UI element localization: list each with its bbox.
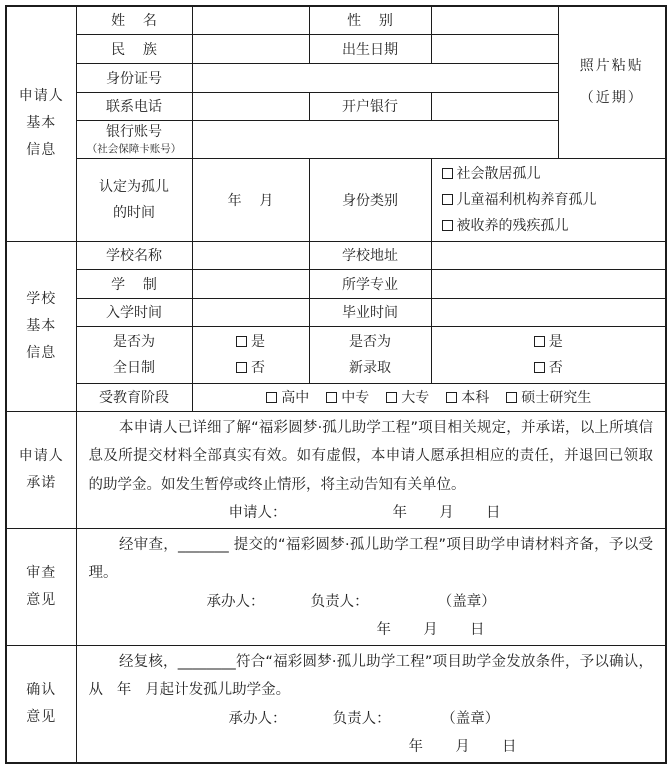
identity-option[interactable] — [442, 213, 666, 239]
confirm-date-line[interactable]: 年 月 日 — [408, 739, 517, 755]
pledge-signature-line[interactable]: 申请人： 年 月 日 — [228, 505, 501, 521]
checkbox-icon[interactable] — [266, 392, 277, 403]
school-address-input-cell[interactable] — [431, 241, 666, 269]
phone-input-cell[interactable] — [192, 92, 309, 120]
education-options-group — [192, 383, 666, 411]
school-name-label: 学校名称 — [76, 241, 192, 269]
education-option[interactable] — [446, 387, 489, 407]
bank-account-input-cell[interactable] — [192, 120, 558, 158]
form-table — [5, 5, 667, 764]
orphan-time-label — [76, 158, 192, 241]
enroll-time-input-cell[interactable] — [192, 298, 309, 326]
fulltime-yes-option[interactable] — [193, 329, 309, 355]
new-admission-label-line: 是否为 — [349, 333, 391, 350]
new-admission-options-group — [431, 326, 666, 383]
graduate-time-input-cell[interactable] — [431, 298, 666, 326]
yes-option-label: 是 — [251, 333, 265, 350]
new-admission-label-line: 新录取 — [349, 359, 391, 376]
section-label-line: 基本 — [26, 317, 57, 334]
yes-option-label: 是 — [548, 333, 563, 350]
confirm-content-cell — [76, 645, 666, 763]
identity-option-label: 社会散居孤儿 — [456, 165, 541, 182]
section-confirm-opinion — [6, 645, 76, 763]
review-content-cell — [76, 528, 666, 645]
identity-category-label: 身份类别 — [309, 158, 431, 241]
photo-label-line: 照片粘贴 — [579, 58, 644, 75]
review-paragraph: 经审查，_______ 提交的“福彩圆梦·孤儿助学工程”项目助学申请材料齐备，予以受理。 — [88, 536, 653, 581]
bank-label: 开户银行 — [309, 92, 431, 120]
orphan-time-input-cell[interactable]: 年 月 — [192, 158, 309, 241]
fulltime-label-line: 是否为 — [113, 333, 155, 350]
confirm-paragraph: 经复核，________符合“福彩圆梦·孤儿助学工程”项目助学金发放条件，予以确认，从 年 月起计发孤儿助学金。 — [88, 653, 653, 698]
name-label: 姓 名 — [76, 6, 192, 34]
identity-options-group — [431, 158, 666, 241]
ethnicity-label: 民 族 — [76, 34, 192, 63]
new-admission-label — [309, 326, 431, 383]
section-label-line: 承诺 — [26, 474, 57, 491]
education-option[interactable] — [326, 387, 369, 407]
school-name-input-cell[interactable] — [192, 241, 309, 269]
name-input-cell[interactable] — [192, 6, 309, 34]
major-label: 所学专业 — [309, 269, 431, 298]
checkbox-icon[interactable] — [446, 392, 457, 403]
photo-label-line: （近期） — [579, 90, 644, 107]
bank-account-label — [76, 120, 192, 158]
fulltime-label — [76, 326, 192, 383]
education-option-label: 硕士研究生 — [521, 390, 592, 406]
education-option-label: 本科 — [461, 390, 490, 406]
education-option[interactable] — [266, 387, 309, 407]
section-label-line: 基本 — [26, 115, 57, 132]
no-option-label: 否 — [548, 359, 563, 376]
identity-option[interactable] — [442, 187, 666, 213]
checkbox-icon[interactable] — [506, 392, 517, 403]
checkbox-icon[interactable] — [534, 362, 545, 373]
section-applicant-pledge — [6, 411, 76, 528]
checkbox-icon[interactable] — [442, 220, 453, 231]
section-label-line: 意见 — [26, 708, 57, 725]
graduate-time-label: 毕业时间 — [309, 298, 431, 326]
section-review-opinion — [6, 528, 76, 645]
section-label-line: 意见 — [26, 591, 57, 608]
school-system-input-cell[interactable] — [192, 269, 309, 298]
gender-label: 性 别 — [309, 6, 431, 34]
identity-option-label: 被收养的残疾孤儿 — [456, 217, 569, 234]
checkbox-icon[interactable] — [326, 392, 337, 403]
checkbox-icon[interactable] — [442, 168, 453, 179]
review-handler-line[interactable]: 承办人： 负责人： （盖章） — [206, 593, 496, 610]
section-label-line: 申请人 — [18, 88, 64, 105]
checkbox-icon[interactable] — [236, 336, 247, 347]
pledge-paragraph: 本申请人已详细了解“福彩圆梦·孤儿助学工程”项目相关规定，并承诺，以上所填信息及所提交材料全部真实有效。如有虚假，本申请人愿承担相应的责任，并退回已领取的助学金。如发生暂停或终止情形，将主动告知有关单位。 — [88, 419, 653, 493]
bank-input-cell[interactable] — [431, 92, 558, 120]
education-option-label: 大专 — [401, 390, 430, 406]
section-label-line: 学校 — [26, 290, 57, 307]
fulltime-label-line: 全日制 — [113, 359, 155, 376]
birthdate-input-cell[interactable] — [431, 34, 558, 63]
section-label-line: 信息 — [26, 344, 57, 361]
major-input-cell[interactable] — [431, 269, 666, 298]
new-admission-no-option[interactable] — [432, 355, 666, 381]
bank-account-sublabel: （社会保障卡账号） — [86, 142, 182, 155]
section-applicant-basic-info — [6, 6, 76, 241]
section-label-line: 申请人 — [18, 447, 64, 464]
no-option-label: 否 — [251, 359, 265, 376]
review-date-line[interactable]: 年 月 日 — [376, 622, 485, 638]
confirm-handler-line[interactable]: 承办人： 负责人： （盖章） — [228, 710, 500, 727]
photo-paste-area[interactable] — [558, 6, 666, 158]
phone-label: 联系电话 — [76, 92, 192, 120]
education-option-label: 高中 — [281, 390, 310, 406]
gender-input-cell[interactable] — [431, 6, 558, 34]
pledge-content-cell — [76, 411, 666, 528]
section-label-line: 审查 — [26, 564, 57, 581]
education-option-label: 中专 — [341, 390, 370, 406]
ethnicity-input-cell[interactable] — [192, 34, 309, 63]
section-label-line: 确认 — [26, 681, 57, 698]
education-stage-label: 受教育阶段 — [76, 383, 192, 411]
education-option[interactable] — [506, 387, 591, 407]
orphan-time-label-line: 认定为孤儿 — [99, 178, 169, 195]
new-admission-yes-option[interactable] — [432, 329, 666, 355]
fulltime-no-option[interactable] — [193, 355, 309, 381]
school-system-label: 学 制 — [76, 269, 192, 298]
section-label-line: 信息 — [26, 142, 57, 159]
enroll-time-label: 入学时间 — [76, 298, 192, 326]
identity-option[interactable] — [442, 161, 666, 187]
birthdate-label: 出生日期 — [309, 34, 431, 63]
education-option[interactable] — [386, 387, 429, 407]
bank-account-label-line: 银行账号 — [106, 123, 162, 140]
orphan-time-label-line: 的时间 — [113, 204, 155, 221]
id-number-label: 身份证号 — [76, 63, 192, 92]
id-number-input-cell[interactable] — [192, 63, 558, 92]
school-address-label: 学校地址 — [309, 241, 431, 269]
section-school-basic-info — [6, 241, 76, 411]
checkbox-icon[interactable] — [236, 362, 247, 373]
fulltime-options-group — [192, 326, 309, 383]
checkbox-icon[interactable] — [386, 392, 397, 403]
checkbox-icon[interactable] — [442, 194, 453, 205]
identity-option-label: 儿童福利机构养育孤儿 — [456, 191, 597, 208]
checkbox-icon[interactable] — [534, 336, 545, 347]
